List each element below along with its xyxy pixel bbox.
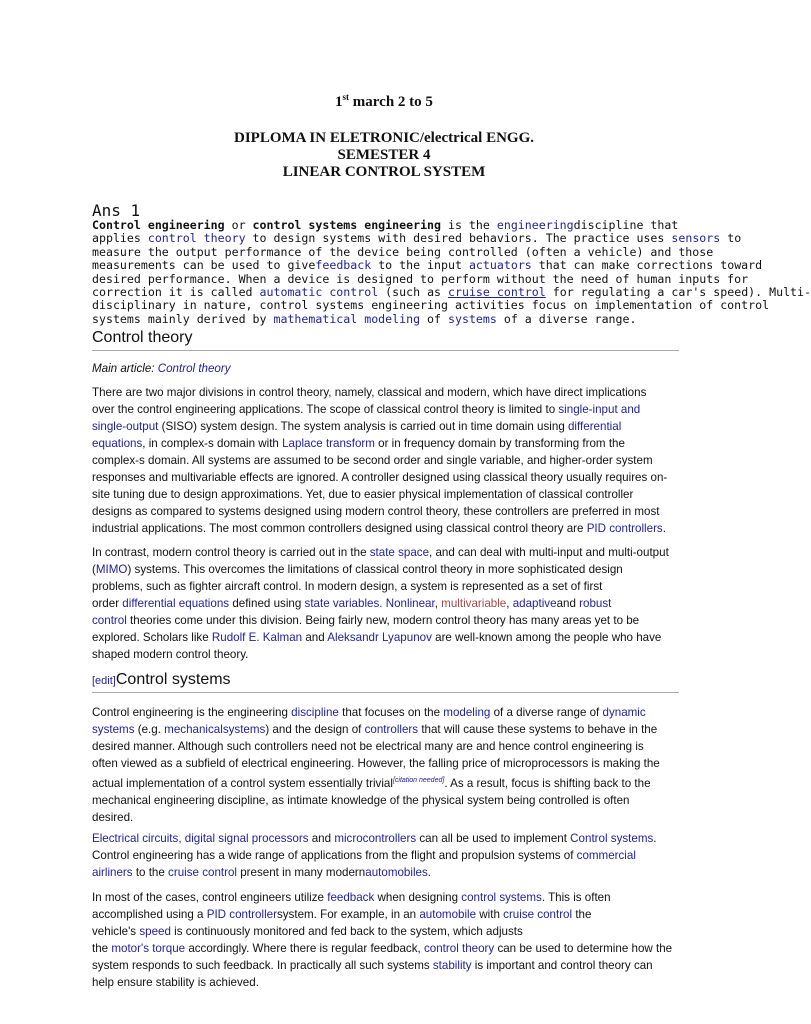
text: In most of the cases, control engineers utilize [92, 891, 328, 904]
link-laplace-transform[interactable]: Laplace transform [282, 437, 375, 450]
text: , [506, 597, 513, 610]
text: can all be used to implement [416, 832, 571, 845]
text-line: complex-s domain. All systems are assumed to be second order and single variable, and higher-order system [92, 454, 653, 467]
text: correction it is called [92, 285, 260, 300]
text: vehicle's [92, 925, 140, 938]
text: Main article: [92, 362, 158, 375]
link-state-variables[interactable]: state variables [304, 597, 380, 610]
link-mimo[interactable]: MIMO [95, 563, 128, 576]
link-speed[interactable]: speed [139, 925, 171, 938]
link-discipline[interactable]: discipline [291, 706, 339, 719]
link-mathematical-modeling[interactable]: mathematical modeling [273, 311, 421, 326]
control-systems-paragraph-3 [92, 889, 682, 991]
link-rudolf-kalman[interactable]: Rudolf E. Kalman [211, 631, 303, 644]
text-line: There are two major divisions in control theory, namely, classical and modern, which have direct implications [92, 386, 647, 399]
control-theory-paragraph-1 [92, 384, 682, 537]
link-microcontrollers[interactable]: microcontrollers [334, 832, 417, 845]
text: measurements can be used to give [92, 258, 316, 273]
link-feedback-2[interactable]: feedback [327, 891, 375, 904]
text: industrial applications. The most common controllers designed using classical control theory are [92, 522, 587, 535]
link-digital-signal-processors[interactable]: digital signal processors [184, 832, 309, 845]
text: over the control engineering applications. The scope of classical control theory is limited to [92, 403, 559, 416]
text-line: desired. [92, 810, 134, 824]
link-automatic-control[interactable]: automatic control [259, 285, 379, 300]
link-multivariable[interactable]: multivariable [441, 597, 507, 610]
link-feedback[interactable]: feedback [315, 258, 372, 273]
text: to the [132, 866, 169, 879]
text: and [302, 631, 328, 644]
heading-divider [92, 692, 679, 693]
link-systems[interactable]: systems [448, 311, 497, 326]
answer-paragraph [92, 218, 811, 326]
text: can be used to determine how the [494, 942, 673, 955]
main-article-note [92, 360, 682, 377]
text: with [476, 908, 504, 921]
link-stability[interactable]: stability [432, 959, 472, 972]
text: accomplished using a [92, 908, 207, 921]
text: system responds to such feedback. In practically all such systems [92, 959, 433, 972]
text: , [434, 597, 442, 610]
date-number: 1 [335, 94, 343, 110]
control-systems-paragraph-2 [92, 830, 682, 881]
text: of a diverse range of [490, 706, 603, 719]
text: and [556, 597, 580, 610]
date-superscript: st [342, 92, 350, 102]
subject-title: LINEAR CONTROL SYSTEM [282, 164, 486, 180]
text: ) and the design of [265, 723, 365, 736]
link-engineering[interactable]: engineering [496, 218, 574, 232]
text-line: designs as compared to systems designed using modern control theory, these controllers are preferred in most [92, 505, 660, 518]
text: is the [441, 218, 497, 232]
link-single-input[interactable]: single-input and [558, 403, 641, 416]
text: of [420, 311, 448, 326]
link-modeling[interactable]: modeling [443, 706, 491, 719]
text: In contrast, modern control theory is carried out in the [92, 546, 370, 559]
control-systems-paragraph-1 [92, 704, 682, 826]
text: ) systems. This overcomes the limitations of classical control theory in more sophisticated design [127, 563, 623, 576]
link-single-output[interactable]: single-output [92, 420, 159, 433]
bold-term: control systems engineering [252, 218, 442, 232]
text: discipline that [573, 218, 679, 232]
text: , and can deal with multi-input and multi-output [429, 546, 669, 559]
date-text: march 2 to 5 [349, 94, 433, 110]
link-cruise-control-2[interactable]: cruise control [168, 866, 237, 879]
text-line: help ensure stability is achieved. [92, 976, 259, 989]
text-line: shaped modern control theory. [92, 648, 249, 661]
text: . [427, 866, 431, 879]
text-line: measure the output performance of the device being controlled (often a vehicle) and those [92, 244, 714, 259]
text: is continuously monitored and fed back to the system, which adjusts [170, 925, 523, 938]
text: , in complex-s domain with [142, 437, 283, 450]
text: accordingly. Where there is regular feedback, [185, 942, 424, 955]
text: for regulating a car's speed). Multi- [545, 285, 811, 300]
link-control-systems[interactable]: Control systems [570, 832, 654, 845]
link-systems-2[interactable]: systems [92, 723, 135, 736]
link-sensors[interactable]: sensors [671, 231, 721, 246]
text: explored. Scholars like [92, 631, 212, 644]
text: applies [92, 231, 148, 246]
text: when designing [374, 891, 462, 904]
text: Control engineering is the engineering [92, 706, 292, 719]
text: . As a result, focus is shifting back to the [444, 776, 651, 790]
link-differential[interactable]: differential [567, 420, 622, 433]
citation-needed-link[interactable]: [citation needed] [392, 777, 445, 784]
control-theory-paragraph-2 [92, 544, 682, 663]
text: (SISO) system design. The system analysis is carried out in time domain using [158, 420, 568, 433]
text: ( [92, 563, 96, 576]
link-control-theory-2[interactable]: control theory [423, 942, 495, 955]
text: actual implementation of a control system essentially trivial [92, 776, 393, 790]
text-line: often viewed as a subfield of electrical engineering. However, the falling price of microprocessors is making the [92, 757, 660, 770]
link-equations[interactable]: equations [92, 437, 143, 450]
link-mechanical-systems[interactable]: mechanicalsystems [164, 723, 266, 736]
link-robust[interactable]: robust [579, 597, 612, 610]
link-state-space[interactable]: state space [369, 546, 430, 559]
text: or [224, 218, 253, 232]
link-automobiles[interactable]: automobiles [365, 866, 428, 879]
heading-divider [92, 350, 679, 351]
text: present in many modern [237, 866, 366, 879]
link-pid-controller[interactable]: PID controller [206, 908, 277, 921]
link-dynamic[interactable]: dynamic [602, 706, 646, 719]
text-line: desired performance. When a device is designed to perform without the need of human inputs for [92, 271, 749, 286]
text-line: desired manner. Although such controllers need not be electrical many are and hence control engineering is [92, 740, 644, 753]
text: to [720, 231, 742, 246]
text: . This is often [541, 891, 611, 904]
link-cruise-control[interactable]: cruise control [448, 285, 546, 300]
text: to design systems with desired behaviors. The practice uses [245, 231, 672, 246]
link-adaptive[interactable]: adaptive [512, 597, 557, 610]
control-systems-heading [92, 671, 231, 689]
text: and [308, 832, 335, 845]
text: that will cause these systems to behave in the [418, 723, 658, 736]
text: system. For example, in an [276, 908, 420, 921]
text: that focuses on the [338, 706, 444, 719]
link-automobile[interactable]: automobile [419, 908, 477, 921]
heading-text: Control systems [115, 671, 231, 688]
text-line: mechanical engineering discipline, as intimate knowledge of the physical system being controlled is often [92, 793, 630, 807]
text: the [572, 908, 592, 921]
link-main-article-control-theory[interactable]: Control theory [157, 362, 231, 375]
date-line [0, 92, 768, 111]
link-commercial[interactable]: commercial [576, 849, 636, 862]
link-control-theory[interactable]: control theory [147, 231, 246, 246]
text: systems mainly derived by [92, 311, 274, 326]
text: defined using [229, 597, 305, 610]
link-cruise-control-3[interactable]: cruise control [503, 908, 573, 921]
control-theory-heading: Control theory [92, 329, 193, 346]
text: order [92, 597, 123, 610]
text: are well-known among the people who have [431, 631, 662, 644]
bold-term: Control engineering [92, 218, 225, 232]
link-pid-controllers[interactable]: PID controllers [586, 522, 663, 535]
text-line: problems, such as fighter aircraft control. In modern design, a system is represented as a set of first [92, 580, 603, 593]
text: theories come under this division. Being fairly new, modern control theory has many areas yet to be [126, 614, 640, 627]
text: . [662, 522, 666, 535]
text: is important and control theory can [471, 959, 653, 972]
link-actuators[interactable]: actuators [468, 258, 532, 273]
text: Control engineering has a wide range of applications from the flight and propulsion systems of [92, 849, 577, 862]
text: of a diverse range. [496, 311, 637, 326]
link-aleksandr-lyapunov[interactable]: Aleksandr Lyapunov [327, 631, 432, 644]
text: to the input [371, 258, 469, 273]
text: or in frequency domain by transforming from the [374, 437, 625, 450]
link-motors-torque[interactable]: motor's torque [111, 942, 186, 955]
text-line: responses and multivariable effects are ignored. A controller designed using classical theory usually requires on- [92, 471, 668, 484]
link-electrical-circuits[interactable]: Electrical circuits [92, 832, 179, 845]
link-nonlinear[interactable]: Nonlinear [385, 597, 435, 610]
link-period: . [379, 597, 386, 610]
text: that can make corrections toward [531, 258, 763, 273]
link-controllers[interactable]: controllers [364, 723, 419, 736]
text: (such as [378, 285, 449, 300]
link-control-systems-2[interactable]: control systems [461, 891, 542, 904]
link-airliners[interactable]: airliners [92, 866, 133, 879]
text: . [653, 832, 657, 845]
text: the [92, 942, 112, 955]
text-line: site tuning due to design approximations. Yet, due to easier physical implementation of classical controller [92, 488, 634, 501]
link-comma: , [178, 832, 185, 845]
diploma-title: DIPLOMA IN ELETRONIC/electrical ENGG. [234, 130, 534, 146]
answer-label: Ans 1 [92, 201, 141, 220]
link-differential-equations[interactable]: differential equations [122, 597, 230, 610]
text-line: disciplinary in nature, control systems engineering activities focus on implementation of control [92, 298, 770, 313]
link-control[interactable]: control [92, 614, 127, 627]
semester-title: SEMESTER 4 [337, 147, 431, 163]
text: (e.g. [134, 723, 165, 736]
edit-link[interactable]: [edit] [92, 675, 116, 687]
